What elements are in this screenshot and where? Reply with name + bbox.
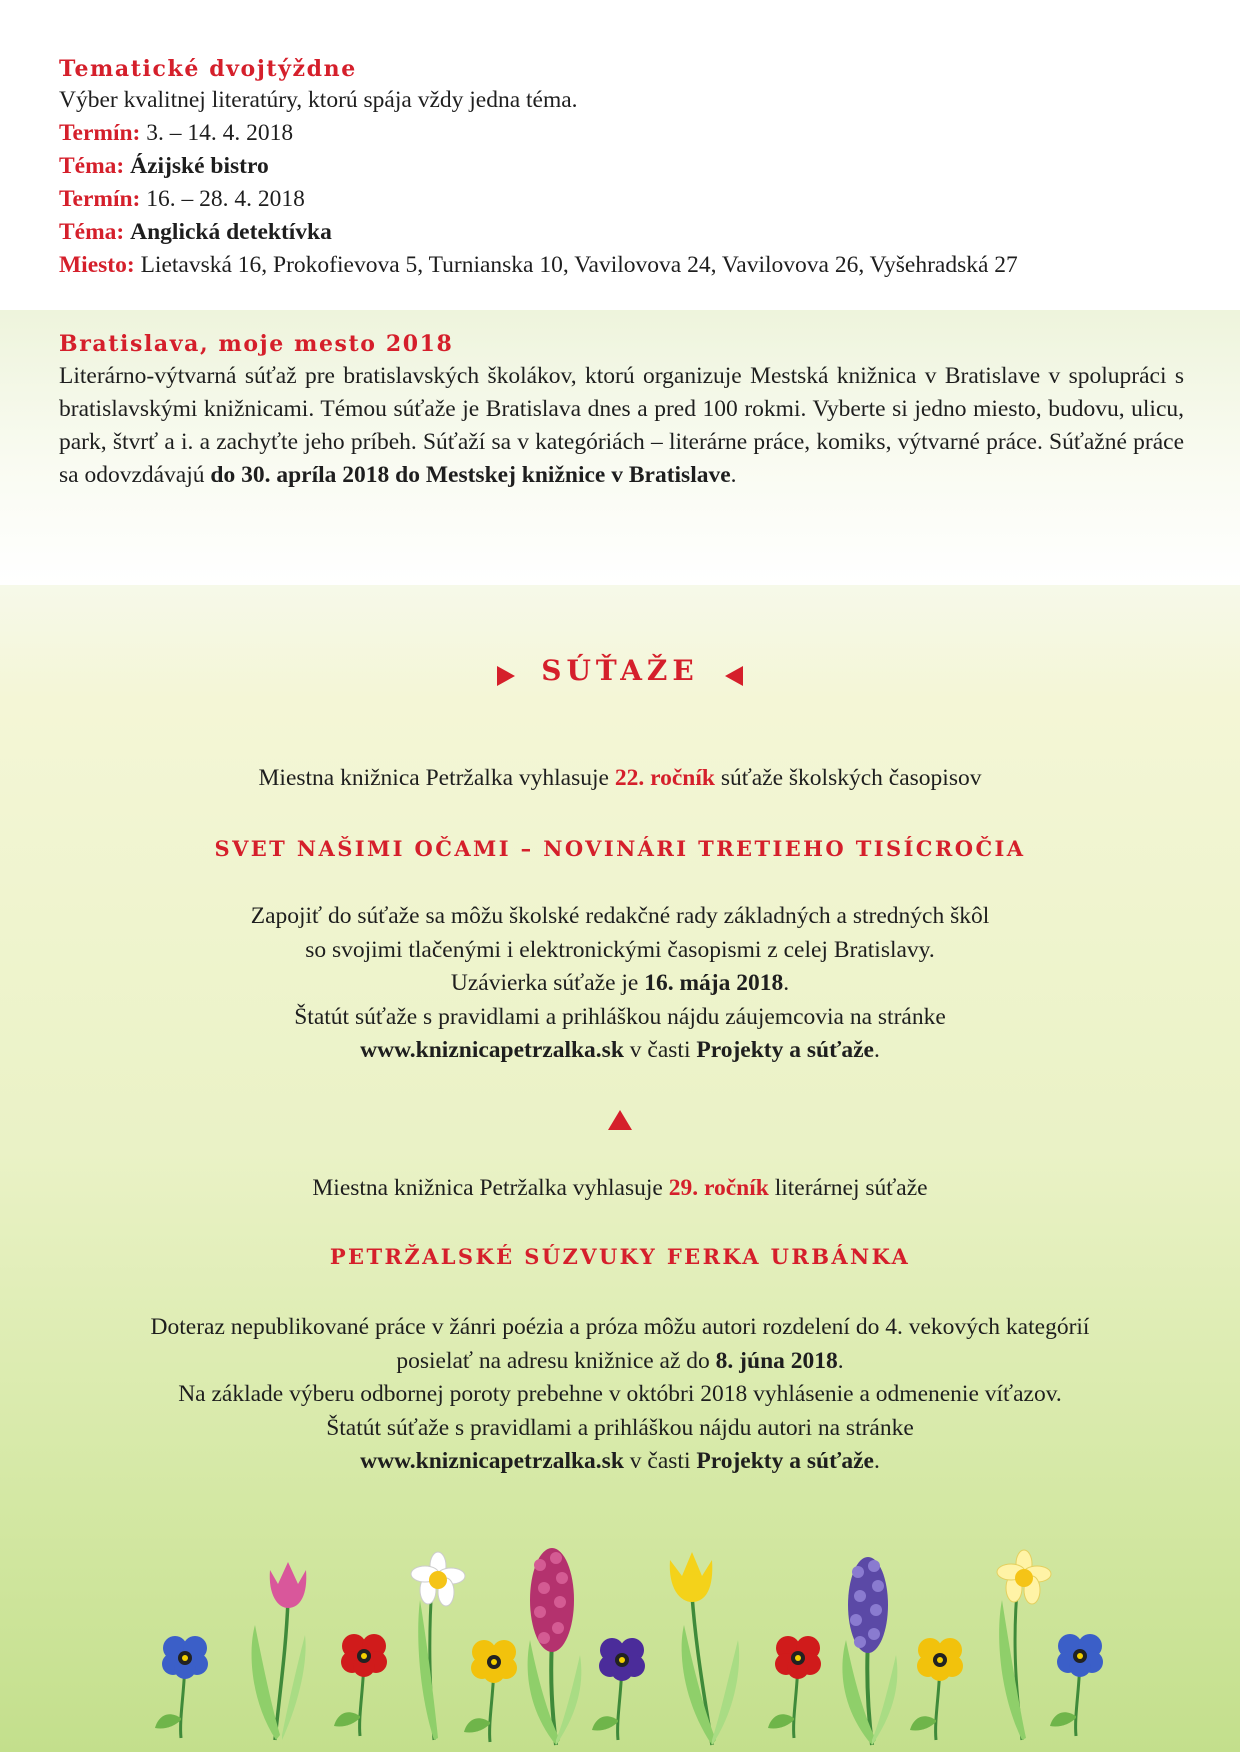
biweekly-desc: Výber kvalitnej literatúry, ktorú spája vždy jedna téma. <box>59 87 578 113</box>
contest1-line: Štatút súťaže s pravidlami a prihláškou nájdu záujemcovia na stránke <box>294 1003 946 1030</box>
text: . <box>783 970 790 996</box>
projects-section-name: Projekty a súťaže <box>696 1037 874 1063</box>
topic-row-1 <box>59 150 1184 183</box>
divider <box>0 1110 1240 1135</box>
topic-label: Téma: <box>59 153 125 179</box>
pansy-icon <box>910 1638 963 1740</box>
contest2-line: Štatút súťaže s pravidlami a prihláškou nájdu autori na stránke <box>326 1414 914 1441</box>
contest1-url-line <box>0 1034 1240 1068</box>
term-row-1 <box>59 117 1184 150</box>
contest2-url-line <box>0 1445 1240 1479</box>
biweekly-title: Tematické dvojtýždne <box>59 56 357 82</box>
contest1-deadline-line <box>0 967 1240 1001</box>
daffodil-icon <box>997 1550 1051 1740</box>
bratislava-deadline: do 30. apríla 2018 do Mestskej knižnice v Bratislave <box>210 462 731 488</box>
place-row <box>59 249 1184 282</box>
place-value: Lietavská 16, Prokofievova 5, Turnianska 10, Vavilovova 24, Vavilovova 26, Vyšehradská 27 <box>140 252 1018 278</box>
contest1-line: so svojimi tlačenými i elektronickými časopismi z celej Bratislavy. <box>305 936 935 963</box>
topic-value: Anglická detektívka <box>130 219 332 245</box>
contests-heading <box>0 654 1240 687</box>
daffodil-icon <box>411 1552 465 1740</box>
tulip-icon <box>252 1562 307 1740</box>
term-label: Termín: <box>59 120 141 146</box>
contest1-title: SVET NAŠIMI OČAMI – NOVINÁRI TRETIEHO TISÍCROČIA <box>214 836 1026 861</box>
pansy-icon <box>464 1640 517 1742</box>
projects-section-name: Projekty a súťaže <box>696 1448 874 1474</box>
contest2-title: PETRŽALSKÉ SÚZVUKY FERKA URBÁNKA <box>329 1244 911 1269</box>
hyacinth-icon <box>842 1557 897 1745</box>
term-label: Termín: <box>59 186 141 212</box>
contests-title: SÚŤAŽE <box>541 654 699 687</box>
contest1-body <box>0 900 1240 1068</box>
bratislava-block <box>59 328 1184 492</box>
triangle-right-icon <box>497 666 515 686</box>
year-badge: 29. ročník <box>668 1175 769 1201</box>
flowers-decoration <box>0 1540 1240 1752</box>
tulip-icon <box>670 1552 739 1745</box>
topic-value: Ázijské bistro <box>130 153 269 179</box>
hyacinth-icon <box>528 1548 582 1745</box>
intro-text: Miestna knižnica Petržalka vyhlasuje <box>258 765 615 791</box>
text: . <box>873 1037 880 1063</box>
bratislava-body: Literárno-výtvarná súťaž pre bratislavských školákov, ktorú organizuje Mestská knižnica v Bratislave v spolupráci s bratislavskými knižnicami. Témou súťaže je Bratislava dnes a pred 100 rokmi. Vyberte si jedno miesto, budovu, ulicu, park, štvrť a i. a zachyťte jeho príbeh. Súťaží sa v kategóriách – literárne práce, komiks, výtvarné práce. Súťažné práce sa odovzdávajú <box>59 363 1184 488</box>
topic-label: Téma: <box>59 219 125 245</box>
intro-text: súťaže školských časopisov <box>714 765 982 791</box>
contest2-line: Doteraz nepublikované práce v žánri poézia a próza môžu autori rozdelení do 4. vekových kategórií <box>150 1314 1090 1340</box>
biweekly-block <box>59 54 1184 282</box>
pansy-icon <box>592 1638 645 1740</box>
triangle-left-icon <box>725 666 743 686</box>
year-badge: 22. ročník <box>614 765 715 791</box>
text: Uzávierka súťaže je <box>450 970 645 996</box>
contest1-line: Zapojiť do súťaže sa môžu školské redakčné rady základných a stredných škôl <box>250 903 990 929</box>
pansy-icon <box>334 1634 387 1736</box>
deadline: 8. júna 2018 <box>715 1347 838 1374</box>
bratislava-title: Bratislava, moje mesto 2018 <box>59 331 454 357</box>
term-value: 16. – 28. 4. 2018 <box>146 186 305 212</box>
intro-text: Miestna knižnica Petržalka vyhlasuje <box>312 1175 669 1201</box>
contest2-line: Na základe výberu odbornej poroty prebehne v októbri 2018 vyhlásenie a odmenenie víťazov. <box>178 1381 1062 1407</box>
pansy-icon <box>768 1636 821 1738</box>
text: . <box>837 1347 844 1374</box>
contest2-body <box>0 1311 1240 1479</box>
contest1-intro <box>0 762 1240 796</box>
pansy-icon <box>1050 1634 1103 1736</box>
topic-row-2 <box>59 216 1184 249</box>
pansy-icon <box>155 1636 208 1738</box>
place-label: Miesto: <box>59 252 135 278</box>
website-link[interactable]: www.kniznicapetrzalka.sk <box>360 1448 624 1474</box>
text: v časti <box>623 1037 697 1063</box>
text: v časti <box>623 1448 697 1474</box>
contest2-deadline-line <box>0 1345 1240 1379</box>
text: posielať na adresu knižnice až do <box>396 1347 716 1374</box>
deadline: 16. mája 2018 <box>644 970 784 996</box>
text: . <box>873 1448 880 1474</box>
period: . <box>730 462 737 488</box>
intro-text: literárnej súťaže <box>768 1175 928 1201</box>
term-value: 3. – 14. 4. 2018 <box>146 120 294 146</box>
triangle-up-icon <box>608 1110 632 1130</box>
website-link[interactable]: www.kniznicapetrzalka.sk <box>360 1037 624 1063</box>
contest2-intro <box>0 1172 1240 1206</box>
bratislava-text <box>59 360 1184 492</box>
term-row-2 <box>59 183 1184 216</box>
